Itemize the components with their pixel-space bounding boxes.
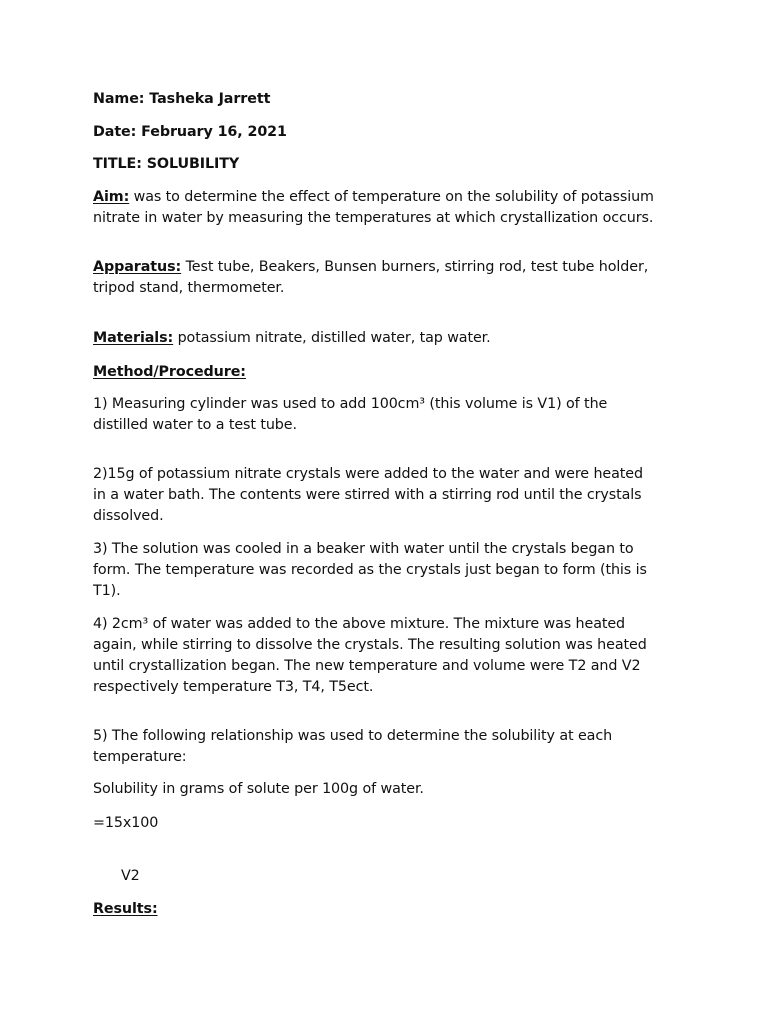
- step5-line-2: temperature:: [93, 749, 187, 765]
- step1-line-2: distilled water to a test tube.: [93, 417, 297, 433]
- aim-line-2: nitrate in water by measuring the temperatures at which crystallization occurs.: [93, 210, 654, 226]
- aim-label: Aim:: [93, 189, 130, 205]
- report-title: TITLE: SOLUBILITY: [93, 156, 240, 172]
- step2-line-1: 2)15g of potassium nitrate crystals were added to the water and were heated: [93, 466, 643, 482]
- student-name: Name: Tasheka Jarrett: [93, 91, 271, 107]
- step4-line-3: until crystallization began. The new temperature and volume were T2 and V2: [93, 658, 641, 674]
- materials-label: Materials:: [93, 330, 174, 346]
- results-heading: Results:: [93, 901, 158, 917]
- formula-numerator: =15x100: [93, 815, 159, 831]
- solubility-definition: Solubility in grams of solute per 100g of water.: [93, 781, 424, 797]
- report-date: Date: February 16, 2021: [93, 124, 287, 140]
- step2-line-2: in a water bath. The contents were stirred with a stirring rod until the crystals: [93, 487, 642, 503]
- step1-line-1: 1) Measuring cylinder was used to add 100cm³ (this volume is V1) of the: [93, 396, 608, 412]
- step4-line-4: respectively temperature T3, T4, T5ect.: [93, 679, 374, 695]
- step4-line-1: 4) 2cm³ of water was added to the above mixture. The mixture was heated: [93, 616, 626, 632]
- step3-line-1: 3) The solution was cooled in a beaker with water until the crystals began to: [93, 541, 634, 557]
- step3-line-3: T1).: [93, 583, 121, 599]
- step3-line-2: form. The temperature was recorded as the crystals just began to form (this is: [93, 562, 647, 578]
- step5-line-1: 5) The following relationship was used to determine the solubility at each: [93, 728, 613, 744]
- apparatus-line-2: tripod stand, thermometer.: [93, 280, 285, 296]
- aim-line-1: [93, 187, 654, 208]
- materials-text: potassium nitrate, distilled water, tap water.: [173, 330, 491, 346]
- step2-line-3: dissolved.: [93, 508, 164, 524]
- method-heading: Method/Procedure:: [93, 364, 246, 380]
- step4-line-2: again, while stirring to dissolve the crystals. The resulting solution was heated: [93, 637, 647, 653]
- materials-line: [93, 328, 491, 349]
- apparatus-line-1: [93, 257, 648, 278]
- apparatus-text-1: Test tube, Beakers, Bunsen burners, stirring rod, test tube holder,: [181, 259, 649, 275]
- aim-text-1: was to determine the effect of temperature on the solubility of potassium: [129, 189, 654, 205]
- apparatus-label: Apparatus:: [93, 259, 182, 275]
- formula-denominator: V2: [121, 868, 140, 884]
